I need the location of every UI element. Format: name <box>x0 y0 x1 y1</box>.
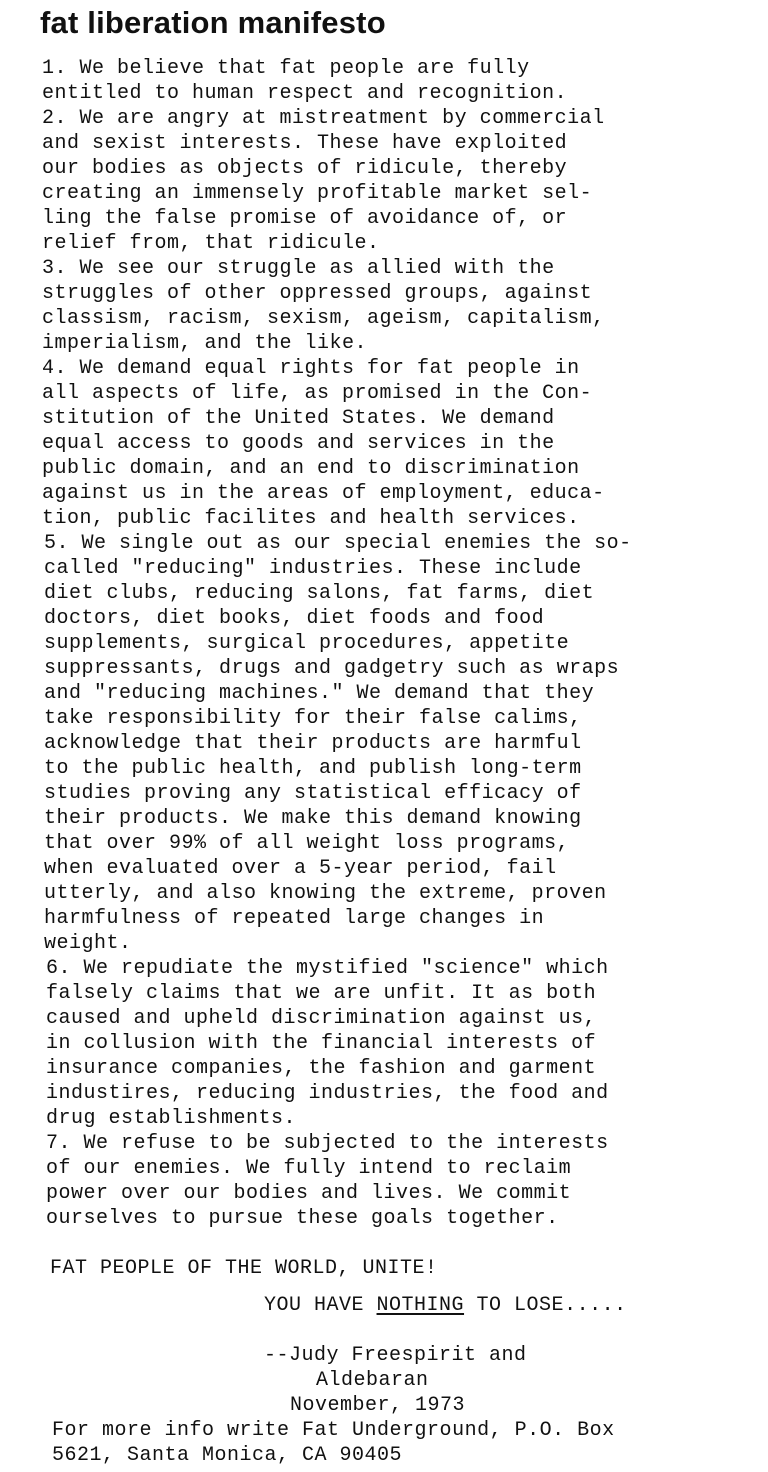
manifesto-line: suppressants, drugs and gadgetry such as wraps <box>44 657 620 680</box>
manifesto-line: against us in the areas of employment, educa- <box>42 482 605 505</box>
manifesto-line: diet clubs, reducing salons, fat farms, diet <box>44 582 595 605</box>
manifesto-line: ourselves to pursue these goals together. <box>46 1207 559 1230</box>
manifesto-line: ling the false promise of avoidance of, or <box>42 207 568 230</box>
tagline <box>42 1293 742 1318</box>
tagline-before: YOU HAVE <box>264 1294 377 1317</box>
manifesto-line: supplements, surgical procedures, appetite <box>44 632 570 655</box>
contact-info-line-1: For more info write Fat Underground, P.O. Box <box>52 1419 615 1442</box>
manifesto-line: stitution of the United States. We demand <box>42 407 555 430</box>
manifesto-line: industires, reducing industries, the food and <box>46 1082 609 1105</box>
manifesto-body <box>42 56 742 1468</box>
manifesto-line: 7. We refuse to be subjected to the interests <box>46 1132 609 1155</box>
manifesto-line: to the public health, and publish long-term <box>44 757 582 780</box>
document-title: fat liberation manifesto <box>40 5 386 40</box>
manifesto-line: that over 99% of all weight loss programs, <box>44 832 570 855</box>
manifesto-point-1 <box>42 56 742 106</box>
manifesto-line: take responsibility for their false calims, <box>44 707 582 730</box>
contact-info-line-2: 5621, Santa Monica, CA 90405 <box>52 1444 403 1467</box>
manifesto-point-2 <box>42 106 742 256</box>
manifesto-line: acknowledge that their products are harmful <box>44 732 582 755</box>
manifesto-point-4 <box>42 356 742 531</box>
manifesto-line: creating an immensely profitable market sel- <box>42 182 593 205</box>
manifesto-points-list <box>42 56 742 1231</box>
manifesto-line: our bodies as objects of ridicule, thereby <box>42 157 568 180</box>
manifesto-line: utterly, and also knowing the extreme, proven <box>44 882 607 905</box>
manifesto-line: falsely claims that we are unfit. It as both <box>46 982 597 1005</box>
manifesto-line: equal access to goods and services in the <box>42 432 555 455</box>
manifesto-line: and sexist interests. These have exploited <box>42 132 568 155</box>
manifesto-line: struggles of other oppressed groups, against <box>42 282 593 305</box>
manifesto-line: insurance companies, the fashion and garment <box>46 1057 597 1080</box>
signature-authors: --Judy Freespirit and <box>264 1344 527 1367</box>
tagline-after: TO LOSE..... <box>464 1294 627 1317</box>
manifesto-line: 3. We see our struggle as allied with the <box>42 257 555 280</box>
manifesto-point-3 <box>42 256 742 356</box>
manifesto-line: weight. <box>44 932 132 955</box>
manifesto-line: classism, racism, sexism, ageism, capitalism, <box>42 307 605 330</box>
manifesto-line: in collusion with the financial interests of <box>46 1032 597 1055</box>
manifesto-line: tion, public facilites and health services. <box>42 507 580 530</box>
manifesto-line: imperialism, and the like. <box>42 332 368 355</box>
manifesto-point-5 <box>42 531 742 956</box>
signature-authors-cont: Aldebaran <box>316 1369 429 1392</box>
manifesto-line: relief from, that ridicule. <box>42 232 380 255</box>
tagline-emphasis: NOTHING <box>376 1294 465 1317</box>
manifesto-line: drug establishments. <box>46 1107 297 1130</box>
manifesto-line: public domain, and an end to discrimination <box>42 457 580 480</box>
spacer <box>42 1318 742 1343</box>
manifesto-line: their products. We make this demand knowing <box>44 807 582 830</box>
manifesto-line: when evaluated over a 5-year period, fail <box>44 857 557 880</box>
manifesto-line: power over our bodies and lives. We commit <box>46 1182 572 1205</box>
manifesto-line: entitled to human respect and recognition. <box>42 82 568 105</box>
manifesto-line: 4. We demand equal rights for fat people in <box>42 357 580 380</box>
manifesto-line: caused and upheld discrimination against us, <box>46 1007 597 1030</box>
manifesto-line: studies proving any statistical efficacy of <box>44 782 582 805</box>
manifesto-line: all aspects of life, as promised in the Con- <box>42 382 593 405</box>
slogan: FAT PEOPLE OF THE WORLD, UNITE! <box>50 1257 438 1280</box>
manifesto-line: and "reducing machines." We demand that they <box>44 682 595 705</box>
manifesto-point-6 <box>42 956 742 1131</box>
manifesto-line: of our enemies. We fully intend to reclaim <box>46 1157 572 1180</box>
spacer <box>42 1231 742 1256</box>
manifesto-line: 2. We are angry at mistreatment by commercial <box>42 107 605 130</box>
manifesto-line: 6. We repudiate the mystified "science" which <box>46 957 609 980</box>
signature-date: November, 1973 <box>290 1394 466 1417</box>
manifesto-line: 1. We believe that fat people are fully <box>42 57 530 80</box>
manifesto-line: 5. We single out as our special enemies the so- <box>44 532 632 555</box>
manifesto-line: harmfulness of repeated large changes in <box>44 907 545 930</box>
manifesto-line: doctors, diet books, diet foods and food <box>44 607 545 630</box>
manifesto-line: called "reducing" industries. These include <box>44 557 582 580</box>
manifesto-point-7 <box>42 1131 742 1231</box>
